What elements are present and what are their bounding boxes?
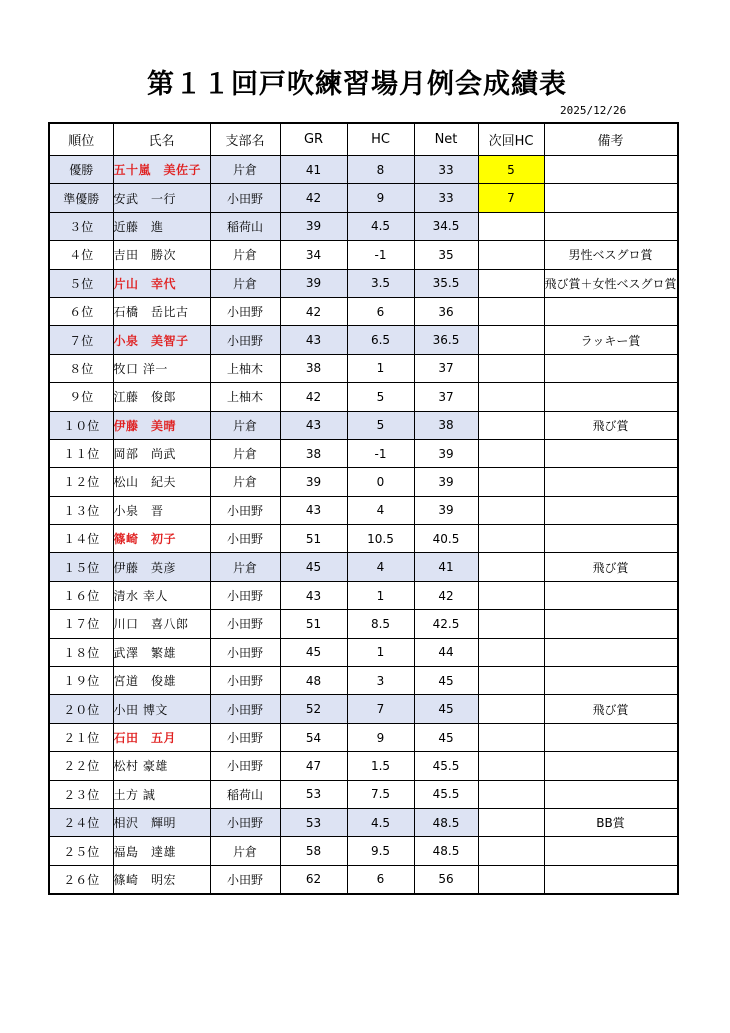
hc-cell: 7.5	[347, 780, 414, 808]
note-cell	[544, 383, 678, 411]
branch-cell: 片倉	[210, 553, 280, 581]
name-cell: 土方 誠	[113, 780, 210, 808]
gr-cell: 38	[280, 354, 347, 382]
header-rank: 順位	[49, 123, 113, 156]
branch-cell: 小田野	[210, 184, 280, 212]
name-cell: 篠崎 明宏	[113, 865, 210, 894]
branch-cell: 小田野	[210, 723, 280, 751]
net-cell: 36	[414, 297, 478, 325]
gr-cell: 38	[280, 439, 347, 467]
hc-cell: 3	[347, 667, 414, 695]
branch-cell: 片倉	[210, 468, 280, 496]
name-cell: 相沢 輝明	[113, 808, 210, 836]
hc-cell: 0	[347, 468, 414, 496]
next-hc-cell	[478, 383, 544, 411]
gr-cell: 43	[280, 326, 347, 354]
hc-cell: 4.5	[347, 808, 414, 836]
table-row	[49, 241, 678, 269]
next-hc-cell	[478, 269, 544, 297]
branch-cell: 上柚木	[210, 354, 280, 382]
rank-cell: ２１位	[49, 723, 113, 751]
table-row	[49, 383, 678, 411]
branch-cell: 小田野	[210, 610, 280, 638]
next-hc-cell	[478, 780, 544, 808]
gr-cell: 47	[280, 752, 347, 780]
net-cell: 48.5	[414, 837, 478, 865]
gr-cell: 53	[280, 780, 347, 808]
name-cell: 宮道 俊雄	[113, 667, 210, 695]
next-hc-cell: 7	[478, 184, 544, 212]
next-hc-cell	[478, 837, 544, 865]
gr-cell: 51	[280, 525, 347, 553]
results-table	[48, 122, 679, 895]
rank-cell: ５位	[49, 269, 113, 297]
next-hc-cell	[478, 638, 544, 666]
hc-cell: 6	[347, 865, 414, 894]
branch-cell: 小田野	[210, 667, 280, 695]
header-note: 備考	[544, 123, 678, 156]
rank-cell: １１位	[49, 439, 113, 467]
table-row	[49, 553, 678, 581]
next-hc-cell	[478, 354, 544, 382]
table-row	[49, 695, 678, 723]
net-cell: 48.5	[414, 808, 478, 836]
rank-cell: ４位	[49, 241, 113, 269]
note-cell	[544, 837, 678, 865]
report-date: 2025/12/26	[560, 104, 627, 117]
next-hc-cell	[478, 525, 544, 553]
table-row	[49, 808, 678, 836]
note-cell: ラッキー賞	[544, 326, 678, 354]
net-cell: 34.5	[414, 212, 478, 240]
header-gr: GR	[280, 123, 347, 156]
hc-cell: 4	[347, 553, 414, 581]
next-hc-cell	[478, 439, 544, 467]
results-body	[49, 156, 678, 895]
gr-cell: 39	[280, 468, 347, 496]
hc-cell: 1	[347, 354, 414, 382]
hc-cell: 9.5	[347, 837, 414, 865]
net-cell: 42.5	[414, 610, 478, 638]
hc-cell: -1	[347, 439, 414, 467]
note-cell	[544, 184, 678, 212]
hc-cell: 6.5	[347, 326, 414, 354]
table-row	[49, 610, 678, 638]
table-row	[49, 269, 678, 297]
name-cell: 福島 達雄	[113, 837, 210, 865]
next-hc-cell	[478, 326, 544, 354]
rank-cell: １３位	[49, 496, 113, 524]
next-hc-cell	[478, 610, 544, 638]
hc-cell: 8.5	[347, 610, 414, 638]
net-cell: 45	[414, 695, 478, 723]
gr-cell: 62	[280, 865, 347, 894]
rank-cell: ３位	[49, 212, 113, 240]
next-hc-cell	[478, 752, 544, 780]
name-cell: 伊藤 美晴	[113, 411, 210, 439]
net-cell: 45	[414, 723, 478, 751]
next-hc-cell	[478, 865, 544, 894]
net-cell: 44	[414, 638, 478, 666]
table-row	[49, 581, 678, 609]
branch-cell: 片倉	[210, 411, 280, 439]
note-cell	[544, 468, 678, 496]
rank-cell: 準優勝	[49, 184, 113, 212]
table-row	[49, 638, 678, 666]
rank-cell: ２４位	[49, 808, 113, 836]
table-row	[49, 184, 678, 212]
hc-cell: 9	[347, 723, 414, 751]
rank-cell: 優勝	[49, 156, 113, 184]
next-hc-cell: 5	[478, 156, 544, 184]
note-cell	[544, 354, 678, 382]
next-hc-cell	[478, 468, 544, 496]
hc-cell: 8	[347, 156, 414, 184]
name-cell: 武澤 繁雄	[113, 638, 210, 666]
name-cell: 川口 喜八郎	[113, 610, 210, 638]
hc-cell: 10.5	[347, 525, 414, 553]
note-cell	[544, 780, 678, 808]
name-cell: 片山 幸代	[113, 269, 210, 297]
name-cell: 牧口 洋一	[113, 354, 210, 382]
name-cell: 江藤 俊郎	[113, 383, 210, 411]
table-row	[49, 354, 678, 382]
table-row	[49, 156, 678, 184]
gr-cell: 45	[280, 638, 347, 666]
note-cell	[544, 212, 678, 240]
rank-cell: ２５位	[49, 837, 113, 865]
rank-cell: １５位	[49, 553, 113, 581]
note-cell	[544, 297, 678, 325]
next-hc-cell	[478, 695, 544, 723]
rank-cell: １０位	[49, 411, 113, 439]
note-cell: 飛び賞	[544, 553, 678, 581]
hc-cell: 6	[347, 297, 414, 325]
net-cell: 45.5	[414, 780, 478, 808]
branch-cell: 小田野	[210, 695, 280, 723]
gr-cell: 53	[280, 808, 347, 836]
table-row	[49, 212, 678, 240]
table-row	[49, 723, 678, 751]
branch-cell: 小田野	[210, 752, 280, 780]
next-hc-cell	[478, 808, 544, 836]
note-cell: 飛び賞＋女性ベスグロ賞	[544, 269, 678, 297]
hc-cell: 3.5	[347, 269, 414, 297]
header-hc: HC	[347, 123, 414, 156]
hc-cell: 5	[347, 383, 414, 411]
next-hc-cell	[478, 297, 544, 325]
next-hc-cell	[478, 212, 544, 240]
branch-cell: 片倉	[210, 241, 280, 269]
note-cell	[544, 581, 678, 609]
next-hc-cell	[478, 553, 544, 581]
page-title: 第１１回戸吹練習場月例会成績表	[147, 69, 567, 100]
gr-cell: 48	[280, 667, 347, 695]
net-cell: 39	[414, 468, 478, 496]
net-cell: 35	[414, 241, 478, 269]
net-cell: 37	[414, 354, 478, 382]
note-cell: 飛び賞	[544, 695, 678, 723]
name-cell: 小泉 晋	[113, 496, 210, 524]
net-cell: 39	[414, 439, 478, 467]
net-cell: 40.5	[414, 525, 478, 553]
branch-cell: 片倉	[210, 156, 280, 184]
branch-cell: 片倉	[210, 439, 280, 467]
rank-cell: １６位	[49, 581, 113, 609]
hc-cell: 4	[347, 496, 414, 524]
gr-cell: 42	[280, 383, 347, 411]
gr-cell: 39	[280, 212, 347, 240]
rank-cell: １８位	[49, 638, 113, 666]
note-cell	[544, 865, 678, 894]
branch-cell: 小田野	[210, 326, 280, 354]
branch-cell: 稲荷山	[210, 212, 280, 240]
table-row	[49, 837, 678, 865]
header-name: 氏名	[113, 123, 210, 156]
gr-cell: 42	[280, 297, 347, 325]
net-cell: 41	[414, 553, 478, 581]
net-cell: 39	[414, 496, 478, 524]
hc-cell: 5	[347, 411, 414, 439]
header-net: Net	[414, 123, 478, 156]
rank-cell: １７位	[49, 610, 113, 638]
header-branch: 支部名	[210, 123, 280, 156]
gr-cell: 54	[280, 723, 347, 751]
table-row	[49, 780, 678, 808]
branch-cell: 小田野	[210, 496, 280, 524]
table-row	[49, 667, 678, 695]
gr-cell: 43	[280, 581, 347, 609]
rank-cell: ８位	[49, 354, 113, 382]
branch-cell: 上柚木	[210, 383, 280, 411]
branch-cell: 小田野	[210, 525, 280, 553]
hc-cell: 9	[347, 184, 414, 212]
note-cell	[544, 525, 678, 553]
header-row	[49, 123, 678, 156]
next-hc-cell	[478, 581, 544, 609]
name-cell: 伊藤 英彦	[113, 553, 210, 581]
net-cell: 56	[414, 865, 478, 894]
note-cell: 男性ベスグロ賞	[544, 241, 678, 269]
note-cell	[544, 156, 678, 184]
gr-cell: 45	[280, 553, 347, 581]
next-hc-cell	[478, 667, 544, 695]
net-cell: 36.5	[414, 326, 478, 354]
next-hc-cell	[478, 241, 544, 269]
table-row	[49, 439, 678, 467]
net-cell: 38	[414, 411, 478, 439]
table-row	[49, 411, 678, 439]
table-row	[49, 525, 678, 553]
note-cell	[544, 667, 678, 695]
hc-cell: 1.5	[347, 752, 414, 780]
name-cell: 石橋 岳比古	[113, 297, 210, 325]
note-cell: 飛び賞	[544, 411, 678, 439]
net-cell: 35.5	[414, 269, 478, 297]
branch-cell: 小田野	[210, 865, 280, 894]
table-row	[49, 297, 678, 325]
name-cell: 小泉 美智子	[113, 326, 210, 354]
branch-cell: 小田野	[210, 581, 280, 609]
table-row	[49, 865, 678, 894]
table-row	[49, 326, 678, 354]
branch-cell: 片倉	[210, 269, 280, 297]
hc-cell: 4.5	[347, 212, 414, 240]
rank-cell: ２６位	[49, 865, 113, 894]
table-row	[49, 468, 678, 496]
hc-cell: -1	[347, 241, 414, 269]
net-cell: 45	[414, 667, 478, 695]
gr-cell: 42	[280, 184, 347, 212]
note-cell	[544, 752, 678, 780]
rank-cell: ９位	[49, 383, 113, 411]
name-cell: 近藤 進	[113, 212, 210, 240]
rank-cell: ６位	[49, 297, 113, 325]
rank-cell: ２２位	[49, 752, 113, 780]
net-cell: 33	[414, 156, 478, 184]
note-cell	[544, 638, 678, 666]
name-cell: 石田 五月	[113, 723, 210, 751]
gr-cell: 34	[280, 241, 347, 269]
name-cell: 松山 紀夫	[113, 468, 210, 496]
hc-cell: 7	[347, 695, 414, 723]
hc-cell: 1	[347, 581, 414, 609]
branch-cell: 稲荷山	[210, 780, 280, 808]
net-cell: 37	[414, 383, 478, 411]
name-cell: 松村 豪雄	[113, 752, 210, 780]
rank-cell: ２３位	[49, 780, 113, 808]
gr-cell: 39	[280, 269, 347, 297]
net-cell: 45.5	[414, 752, 478, 780]
net-cell: 33	[414, 184, 478, 212]
table-row	[49, 496, 678, 524]
next-hc-cell	[478, 496, 544, 524]
rank-cell: ２０位	[49, 695, 113, 723]
name-cell: 五十嵐 美佐子	[113, 156, 210, 184]
note-cell: BB賞	[544, 808, 678, 836]
name-cell: 岡部 尚武	[113, 439, 210, 467]
name-cell: 小田 博文	[113, 695, 210, 723]
name-cell: 篠崎 初子	[113, 525, 210, 553]
note-cell	[544, 496, 678, 524]
rank-cell: １４位	[49, 525, 113, 553]
gr-cell: 51	[280, 610, 347, 638]
name-cell: 清水 幸人	[113, 581, 210, 609]
net-cell: 42	[414, 581, 478, 609]
note-cell	[544, 723, 678, 751]
next-hc-cell	[478, 411, 544, 439]
branch-cell: 小田野	[210, 297, 280, 325]
gr-cell: 43	[280, 411, 347, 439]
rank-cell: １２位	[49, 468, 113, 496]
note-cell	[544, 610, 678, 638]
branch-cell: 片倉	[210, 837, 280, 865]
branch-cell: 小田野	[210, 638, 280, 666]
gr-cell: 41	[280, 156, 347, 184]
header-next-hc: 次回HC	[478, 123, 544, 156]
rank-cell: ７位	[49, 326, 113, 354]
next-hc-cell	[478, 723, 544, 751]
branch-cell: 小田野	[210, 808, 280, 836]
gr-cell: 43	[280, 496, 347, 524]
rank-cell: １９位	[49, 667, 113, 695]
hc-cell: 1	[347, 638, 414, 666]
gr-cell: 52	[280, 695, 347, 723]
name-cell: 吉田 勝次	[113, 241, 210, 269]
gr-cell: 58	[280, 837, 347, 865]
name-cell: 安武 一行	[113, 184, 210, 212]
table-row	[49, 752, 678, 780]
note-cell	[544, 439, 678, 467]
